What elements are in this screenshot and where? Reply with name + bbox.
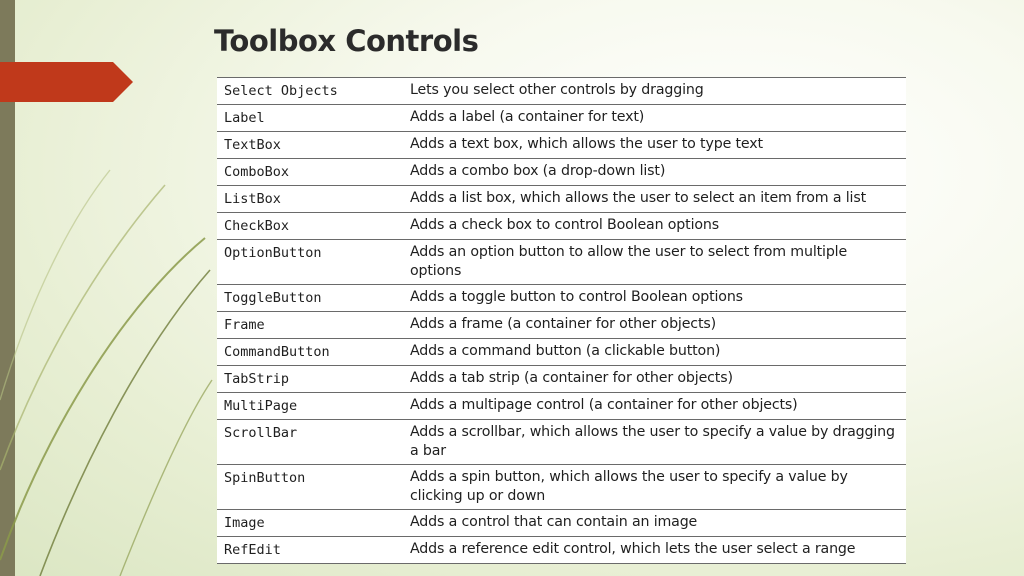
table-row xyxy=(217,312,906,339)
control-description: Adds a control that can contain an image xyxy=(403,510,906,537)
table-row xyxy=(217,465,906,510)
table-row xyxy=(217,186,906,213)
control-description: Adds a reference edit control, which lets the user select a range xyxy=(403,537,906,564)
control-description: Adds a list box, which allows the user to select an item from a list xyxy=(403,186,906,213)
control-description: Adds a text box, which allows the user to type text xyxy=(403,132,906,159)
control-description: Adds a command button (a clickable button) xyxy=(403,339,906,366)
control-name: ListBox xyxy=(217,186,403,213)
table-row xyxy=(217,132,906,159)
control-description: Lets you select other controls by dragging xyxy=(403,78,906,105)
control-description: Adds a scrollbar, which allows the user to specify a value by dragging a bar xyxy=(403,420,906,465)
table-row xyxy=(217,285,906,312)
toolbox-controls-table xyxy=(217,77,906,564)
table-row xyxy=(217,159,906,186)
control-name: RefEdit xyxy=(217,537,403,564)
control-description: Adds a toggle button to control Boolean options xyxy=(403,285,906,312)
control-name: Image xyxy=(217,510,403,537)
control-name: TextBox xyxy=(217,132,403,159)
control-description: Adds a multipage control (a container for other objects) xyxy=(403,393,906,420)
control-name: Frame xyxy=(217,312,403,339)
control-name: ToggleButton xyxy=(217,285,403,312)
table-row xyxy=(217,510,906,537)
table-row xyxy=(217,420,906,465)
table-row xyxy=(217,213,906,240)
table-row xyxy=(217,105,906,132)
control-name: Select Objects xyxy=(217,78,403,105)
control-name: SpinButton xyxy=(217,465,403,510)
control-name: ComboBox xyxy=(217,159,403,186)
control-description: Adds a frame (a container for other objects) xyxy=(403,312,906,339)
control-name: TabStrip xyxy=(217,366,403,393)
table-row xyxy=(217,366,906,393)
control-description: Adds a spin button, which allows the user to specify a value by clicking up or down xyxy=(403,465,906,510)
left-sidebar-stripe xyxy=(0,0,15,576)
control-description: Adds an option button to allow the user to select from multiple options xyxy=(403,240,906,285)
control-description: Adds a tab strip (a container for other objects) xyxy=(403,366,906,393)
table-row xyxy=(217,537,906,564)
control-description: Adds a combo box (a drop-down list) xyxy=(403,159,906,186)
control-name: Label xyxy=(217,105,403,132)
table-row xyxy=(217,240,906,285)
table-row xyxy=(217,393,906,420)
control-name: OptionButton xyxy=(217,240,403,285)
control-name: ScrollBar xyxy=(217,420,403,465)
control-description: Adds a check box to control Boolean options xyxy=(403,213,906,240)
control-name: MultiPage xyxy=(217,393,403,420)
table-row xyxy=(217,339,906,366)
control-name: CheckBox xyxy=(217,213,403,240)
control-name: CommandButton xyxy=(217,339,403,366)
control-description: Adds a label (a container for text) xyxy=(403,105,906,132)
table-row xyxy=(217,78,906,105)
slide-title: Toolbox Controls xyxy=(214,24,479,58)
